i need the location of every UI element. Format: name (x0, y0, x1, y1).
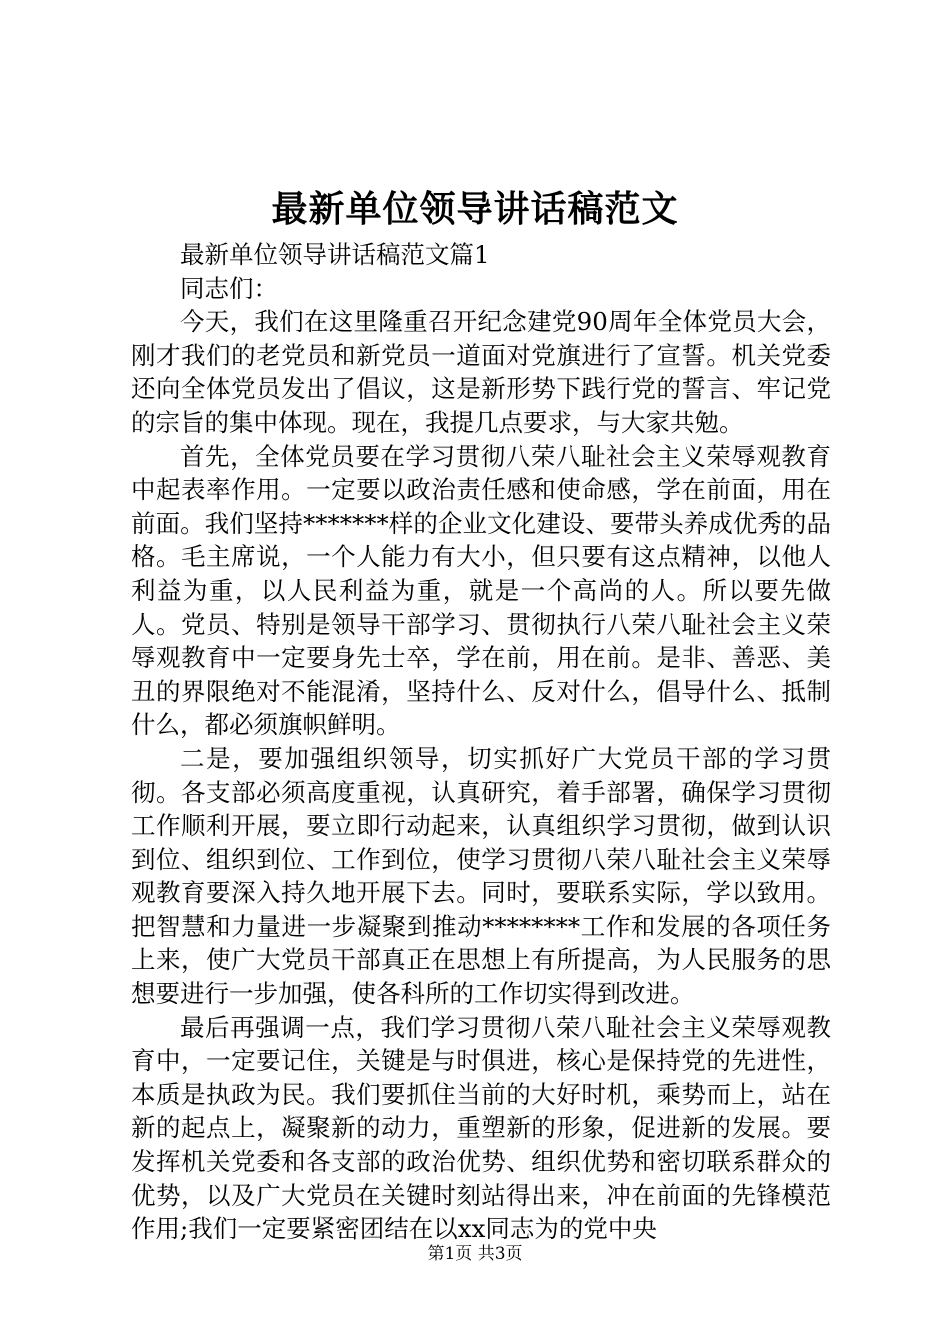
body-paragraph: 最后再强调一点，我们学习贯彻八荣八耻社会主义荣辱观教育中，一定要记住，关键是与时俱进，核心是保持党的先进性，本质是执政为民。我们要抓住当前的大好时机，乘势而上，站在新的起点上，凝聚新的动力，重塑新的形象，促进新的发展。要发挥机关党委和各支部的政治优势、组织优势和密切联系群众的优势，以及广大党员在关键时刻站得出来，冲在前面的先锋模范作用;我们一定要紧密团结在以xx同志为的党中央 (131, 1012, 831, 1244)
document-title: 最新单位领导讲话稿范文 (271, 188, 679, 230)
subtitle-paragraph: 最新单位领导讲话稿范文篇1 (180, 240, 490, 269)
body-paragraph: 二是，要加强组织领导，切实抓好广大党员干部的学习贯彻。各支部必须高度重视，认真研究，着手部署，确保学习贯彻工作顺利开展，要立即行动起来，认真组织学习贯彻，做到认识到位、组织到位、工作到位，使学习贯彻八荣八耻社会主义荣辱观教育要深入持久地开展下去。同时，要联系实际，学以致用。把智慧和力量进一步凝聚到推动********工作和发展的各项任务上来，使广大党员干部真正在思想上有所提高，为人民服务的思想要进行一步加强，使各科所的工作切实得到改进。 (131, 743, 831, 1009)
salutation-paragraph: 同志们： (180, 273, 278, 303)
body-paragraph: 首先，全体党员要在学习贯彻八荣八耻社会主义荣辱观教育中起表率作用。一定要以政治责任感和使命感，学在前面，用在前面。我们坚持*******样的企业文化建设、要带头养成优秀的品格。毛主席说，一个人能力有大小，但只要有这点精神，以他人利益为重，以人民利益为重，就是一个高尚的人。所以要先做人。党员、特别是领导干部学习、贯彻执行八荣八耻社会主义荣辱观教育中一定要身先士卒，学在前，用在前。是非、善恶、美丑的界限绝对不能混淆，坚持什么、反对什么，倡导什么、抵制什么，都必须旗帜鲜明。 (131, 441, 831, 740)
page-number-footer: 第1页 共3页 (427, 1244, 523, 1264)
document-body (131, 238, 831, 1246)
body-paragraph: 今天，我们在这里隆重召开纪念建党90周年全体党员大会，刚才我们的老党员和新党员一道面对党旗进行了宣誓。机关党委还向全体党员发出了倡议，这是新形势下践行党的誓言、牢记党的宗旨的集中体现。现在，我提几点要求，与大家共勉。 (131, 307, 831, 437)
